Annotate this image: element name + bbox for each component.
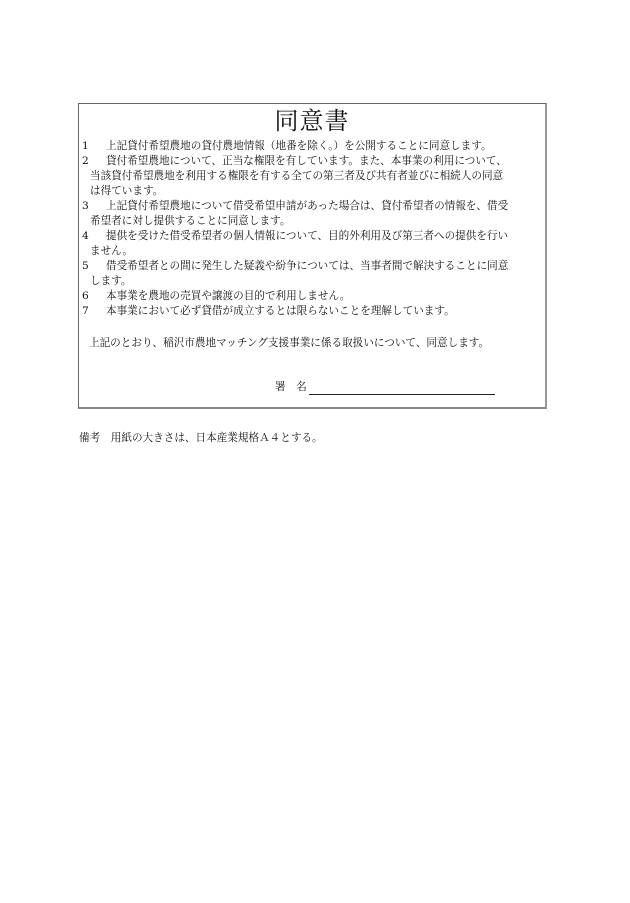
item-text-cont: します。	[90, 275, 132, 287]
consent-items	[82, 139, 541, 319]
consent-item-7	[82, 304, 541, 319]
consent-item-1	[82, 139, 541, 154]
item-text-cont: は得ています。	[90, 185, 164, 197]
consent-item-4	[82, 229, 541, 259]
remark-note: 備考 用紙の大きさは、日本産業規格Ａ４とする。	[79, 432, 323, 444]
item-text-cont: 希望者に対し提供することに同意します。	[90, 215, 291, 227]
consent-form-box	[78, 103, 547, 409]
item-number: 6	[82, 290, 89, 302]
item-number: 2	[82, 155, 89, 167]
document-title: 同意書	[274, 107, 350, 135]
item-number: 7	[82, 305, 89, 317]
item-number: 4	[82, 230, 89, 242]
item-text: 本事業において必ず貸借が成立するとは限らないことを理解しています。	[106, 305, 455, 317]
item-text: 提供を受けた借受希望者の個人情報について、目的外利用及び第三者への提供を行い	[106, 230, 509, 242]
item-text: 本事業を農地の売買や譲渡の目的で利用しません。	[106, 290, 351, 302]
signature-label: 署 名	[275, 381, 307, 393]
item-number: 5	[82, 260, 89, 272]
item-number: 1	[82, 140, 89, 152]
item-text: 借受希望者との間に発生した疑義や紛争については、当事者間で解決することに同意	[106, 260, 509, 272]
consent-item-6	[82, 289, 541, 304]
signature-line[interactable]	[309, 382, 495, 395]
item-text: 上記貸付希望農地の貸付農地情報（地番を除く。）を公開することに同意します。	[106, 140, 492, 152]
consent-item-2	[82, 154, 541, 199]
item-text-cont: ません。	[90, 245, 134, 257]
consent-item-5	[82, 259, 541, 289]
item-text-cont: 当該貸付希望農地を利用する権限を有する全ての第三者及び共有者並びに相続人の同意	[90, 170, 504, 182]
item-number: 3	[82, 200, 89, 212]
item-text: 上記貸付希望農地について借受希望申請があった場合は、貸付希望者の情報を、借受	[106, 200, 509, 212]
signature-field[interactable]	[275, 380, 495, 395]
item-text: 貸付希望農地について、正当な権限を有しています。また、本事業の利用について、	[106, 155, 507, 167]
closing-statement: 上記のとおり、稲沢市農地マッチング支援事業に係る取扱いについて、同意します。	[89, 337, 490, 349]
consent-item-3	[82, 199, 541, 229]
